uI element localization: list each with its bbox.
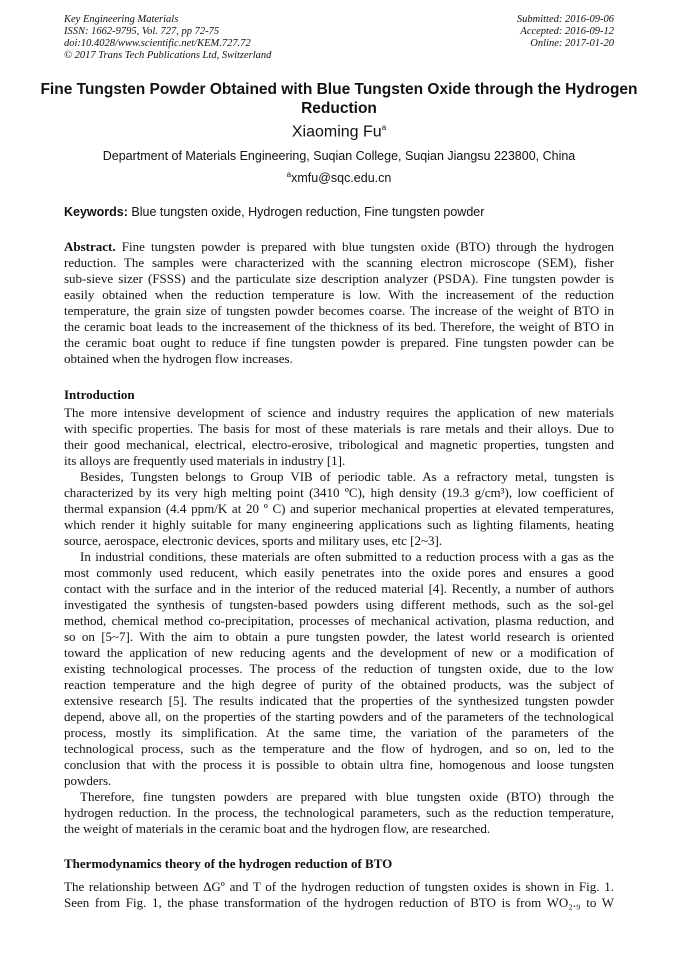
text-line: with specific properties. The basis for most of these materials is rare metals and their alloys. Due to (64, 421, 614, 436)
paper-title: Fine Tungsten Powder Obtained with Blue Tungsten Oxide through the Hydrogen Reduction (40, 81, 638, 117)
text-line: the ceramic boat ought to reduce if fine tungsten powder is prepared. Fine tungsten powder can be (64, 335, 614, 350)
section-heading-introduction: Introduction (64, 387, 135, 402)
text-line: the weight of materials in the ceramic boat and the hydrogen flow, are researched. (64, 821, 491, 836)
email-address: xmfu@sqc.edu.cn (291, 171, 392, 186)
text-line: which render it highly suitable for many engineering applications such as lighting filaments, heating (64, 517, 614, 532)
email-sup: a (286, 170, 292, 179)
text-line: so on [5~7]. With the aim to obtain a pure tungsten powder, the latest world research is oriented (64, 629, 614, 644)
text-line: In industrial conditions, these materials are often submitted to a reduction process with a gas as the (80, 549, 614, 564)
section-heading-thermodynamics: Thermodynamics theory of the hydrogen reduction of BTO (64, 856, 393, 871)
text-line: process, mostly its simplification. At the same time, the variation of the parameters of the (64, 725, 614, 740)
text-line: toward the application of new reducing agents and the development of new or a modification of (64, 645, 614, 660)
text-line: powders. (64, 773, 112, 788)
text-line: sub-sieve sizer (FSSS) and the particulate size description analyzer (PSDA). Fine tungsten powder is (64, 271, 614, 286)
accepted-date: Accepted: 2016-09-12 (520, 26, 614, 37)
abstract (64, 239, 614, 367)
keywords (64, 205, 484, 219)
doi: doi:10.4028/www.scientific.net/KEM.727.72 (64, 38, 251, 49)
submitted-date: Submitted: 2016-09-06 (516, 14, 614, 25)
affiliation: Department of Materials Engineering, Suqian College, Suqian Jiangsu 223800, China (102, 149, 576, 163)
author-sup: a (381, 123, 387, 132)
text-line: The more intensive development of science and industry requires the application of new materials (64, 405, 614, 420)
online-date: Online: 2017-01-20 (530, 38, 614, 49)
issn: ISSN: 1662-9795, Vol. 727, pp 72-75 (64, 26, 220, 37)
text-line: conclusion that with the process it is possible to obtain ultra fine, homogenous and loose tungsten (64, 757, 614, 772)
text-line: thermal expansion (4.4 ppm/K at 20 º C) and superior mechanical properties at elevated temperatures, (64, 501, 614, 516)
text-line: Therefore, fine tungsten powders are prepared with blue tungsten oxide (BTO) through the (80, 789, 614, 804)
text-line: its alloys are frequently used materials in industry [1]. (64, 453, 346, 468)
author (0, 123, 678, 141)
text-line: extensive research [5]. The results indicated that the properties of the synthesized tungsten powder (64, 693, 614, 708)
text-line: temperature, the grain size of tungsten powder becomes coarse. The increase of the weight of BTO in (64, 303, 614, 318)
text-line: source, aerospace, electronic devices, sports and military uses, etc [2~3]. (64, 533, 443, 548)
text-line: hydrogen reduction. In the process, the technological parameters, such as the reduction temperature, (64, 805, 614, 820)
text-line: existing technological processes. The process of the reduction of tungsten oxide, due to the low (64, 661, 614, 676)
intro-paragraph-3 (64, 549, 614, 789)
journal-name: Key Engineering Materials (64, 14, 179, 25)
thermo-paragraph-1 (64, 879, 614, 911)
keywords-label: Keywords: (64, 205, 128, 219)
text-line: technological process, such as the temperature and the flow of hydrogen, and so on, led to the (64, 741, 614, 756)
text-line: obtained when the hydrogen flow increases. (64, 351, 293, 366)
keywords-text: Blue tungsten oxide, Hydrogen reduction, Fine tungsten powder (127, 205, 485, 219)
text-line: reaction temperature and the high degree of purity of the obtained products, was the subject of (64, 677, 614, 692)
text-line: investigated the synthesis of tungsten-based powders using different methods, such as the sol-gel (64, 597, 614, 612)
text-line: Abstract. Fine tungsten powder is prepared with blue tungsten oxide (BTO) through the hydrogen (64, 239, 614, 254)
abstract-label: Abstract. (64, 239, 116, 254)
text-line: their good mechanical, electrical, electro-erosive, tribological and magnetic properties, tungsten and (64, 437, 614, 452)
journal-info (64, 14, 271, 62)
intro-paragraph-2 (64, 469, 614, 549)
intro-paragraph-1 (64, 405, 614, 469)
text-line: characterized by its very high melting point (3410 ºC), high density (19.3 g/cm³), low coefficient of (64, 485, 614, 500)
text-line: method, chemical method co-precipitation, processes of mechanical activation, plasma reduction, and (64, 613, 614, 628)
text-line: The relationship between ΔGº and T of the hydrogen reduction of tungsten oxides is shown in Fig. 1. (64, 879, 614, 894)
text-line: easily obtained when the reduction temperature is low. With the increasement of the reduction (64, 287, 614, 302)
intro-paragraph-4 (64, 789, 614, 837)
text-line: depend, above all, on the properties of the starting powders and of the parameters of the technological (64, 709, 614, 724)
text-line: the ceramic boat leads to the increasement of the thickness of its bed. Therefore, the weight of BTO in (64, 319, 614, 334)
email (0, 170, 678, 185)
text-line: contact with the surface and in the interior of the reduced material [4]. Recently, a number of authors (64, 581, 614, 596)
text-line: Besides, Tungsten belongs to Group VIB of periodic table. As a refractory metal, tungsten is (80, 469, 614, 484)
copyright: © 2017 Trans Tech Publications Ltd, Switzerland (64, 50, 272, 61)
text-line: reduction. The samples were characterized with the scanning electron microscope (SEM), fisher (64, 255, 614, 270)
text-line: most commonly used reducent, which easily penetrates into the oxide pores and ensures a good (64, 565, 614, 580)
dates-info (517, 14, 614, 50)
author-name: Xiaoming Fu (291, 123, 382, 141)
text-line: Seen from Fig. 1, the phase transformation of the hydrogen reduction of BTO is from WO₂.₉ to W (64, 895, 614, 910)
